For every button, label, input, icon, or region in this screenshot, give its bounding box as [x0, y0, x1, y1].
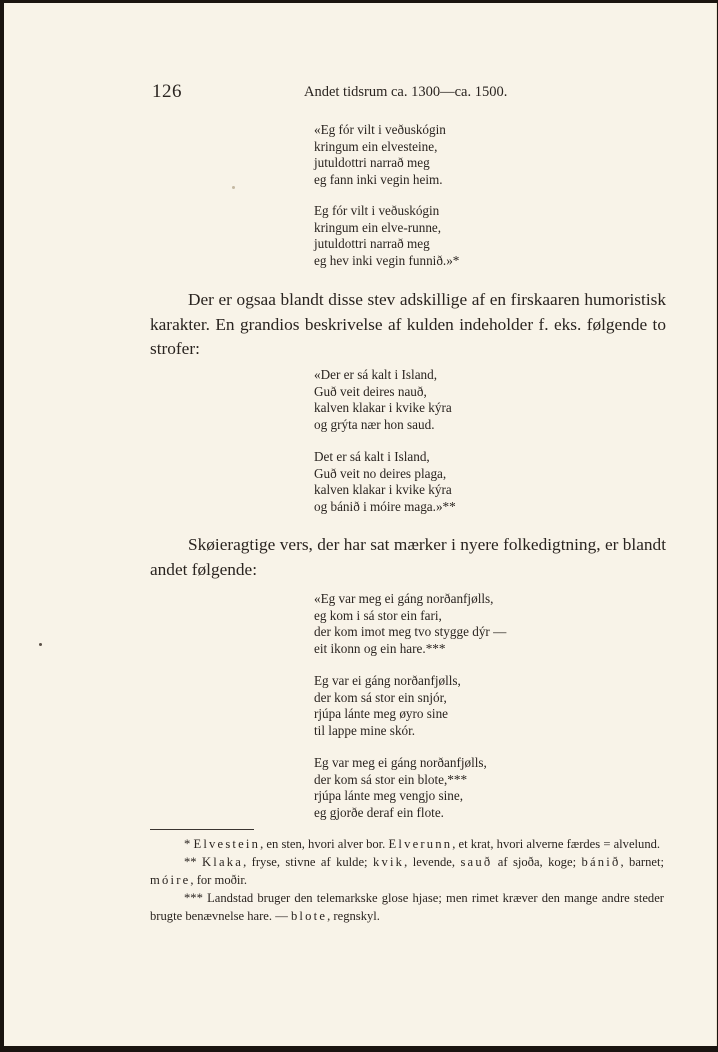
footnote-text: , for moðir.: [190, 873, 248, 887]
book-page: [4, 3, 717, 1046]
verse-line: Guð veit no deires plaga,: [314, 465, 447, 481]
footnote-text: , levende,: [404, 855, 461, 869]
verse-line: Eg var ei gáng norðanfjølls,: [314, 673, 461, 688]
verse-line: Det er sá kalt i Island,: [314, 449, 430, 464]
footnote-marker: ***: [184, 891, 208, 905]
footnote-term: bánið: [581, 855, 621, 869]
footnote-2: [150, 853, 664, 889]
body-paragraph-1: [150, 288, 666, 362]
verse-line: jutuldottri narrað meg: [314, 236, 430, 252]
verse-line: eit ikonn og ein hare.***: [314, 640, 446, 656]
footnote-text: , en sten, hvori alver bor.: [260, 837, 389, 851]
verse-line: der kom imot meg tvo stygge dýr —: [314, 624, 507, 640]
poem1-stanza-1: [314, 122, 446, 188]
footnote-term: Elverunn: [388, 837, 453, 851]
poem3-stanza-1: [314, 591, 506, 657]
poem1-stanza-2: [314, 203, 459, 269]
footnote-3: [150, 889, 664, 925]
footnote-term: Klaka: [202, 855, 244, 869]
footnote-text: af sjoða, koge;: [492, 855, 582, 869]
verse-line: og bánið i móire maga.»**: [314, 498, 456, 514]
footnote-text: , fryse, stivne af kulde;: [243, 855, 373, 869]
verse-line: der kom sá stor ein blote,***: [314, 771, 468, 787]
paper-speck: [39, 643, 42, 646]
poem3-stanza-2: [314, 673, 461, 739]
footnote-term: móire: [150, 873, 191, 887]
verse-line: Eg var meg ei gáng norðanfjølls,: [314, 755, 487, 770]
body-paragraph-2: [150, 533, 666, 582]
verse-line: eg hev inki vegin funnið.»*: [314, 252, 460, 268]
footnote-text: , et krat, hvori alverne færdes = alvelund.: [452, 837, 661, 851]
verse-line: rjúpa lánte meg øyro sine: [314, 706, 449, 722]
verse-line: kalven klakar i kvike kýra: [314, 400, 452, 416]
footnote-rule: [150, 829, 254, 830]
verse-line: «Eg fór vilt i veðuskógin: [314, 122, 446, 137]
running-title: Andet tidsrum ca. 1300—ca. 1500.: [304, 84, 508, 100]
verse-line: til lappe mine skór.: [314, 722, 416, 738]
verse-line: og grýta nær hon saud.: [314, 416, 435, 432]
paragraph-text: Der er ogsaa blandt disse stev adskillige af en firskaaren humoristisk karakter. En grandios beskrivelse af kulden indeholder f. eks. følgende to strofer:: [150, 290, 666, 358]
footnotes: [150, 835, 664, 925]
verse-line: «Der er sá kalt i Island,: [314, 367, 438, 382]
running-head: [4, 81, 716, 105]
poem2-stanza-2: [314, 449, 456, 515]
verse-line: kringum ein elvesteine,: [314, 138, 438, 154]
verse-line: kringum ein elve-runne,: [314, 219, 442, 235]
page-number: 126: [152, 81, 182, 102]
paragraph-text: Skøieragtige vers, der har sat mærker i nyere folkedigtning, er blandt andet følgende:: [150, 535, 666, 579]
footnote-marker: **: [184, 855, 203, 869]
footnote-term: Elvestein: [193, 837, 261, 851]
poem3-stanza-3: [314, 755, 487, 821]
poem2-stanza-1: [314, 367, 452, 433]
footnote-term: kvik: [372, 855, 405, 869]
verse-line: Guð veit deires nauð,: [314, 383, 427, 399]
verse-line: kalven klakar i kvike kýra: [314, 482, 452, 498]
verse-line: eg gjorðe deraf ein flote.: [314, 804, 444, 820]
paper-speck: [232, 186, 235, 189]
footnote-marker: *: [184, 837, 194, 851]
verse-line: jutuldottri narrað meg: [314, 155, 430, 171]
footnote-text: Landstad bruger den telemarkske glose hjase; men rimet kræver den mange andre steder brugte benævnelse hare. —: [150, 891, 664, 923]
verse-line: «Eg var meg ei gáng norðanfjølls,: [314, 591, 494, 606]
verse-line: rjúpa lánte meg vengjo sine,: [314, 788, 464, 804]
footnote-1: [150, 835, 664, 853]
verse-line: Eg fór vilt i veðuskógin: [314, 203, 440, 218]
footnote-term: sauð: [460, 855, 493, 869]
footnote-text: , regnskyl.: [327, 909, 380, 923]
verse-line: eg kom i sá stor ein fari,: [314, 607, 442, 623]
footnote-term: blote: [290, 909, 328, 923]
verse-line: der kom sá stor ein snjór,: [314, 689, 447, 705]
verse-line: eg fann inki vegin heim.: [314, 171, 443, 187]
footnote-text: , barnet;: [620, 855, 664, 869]
